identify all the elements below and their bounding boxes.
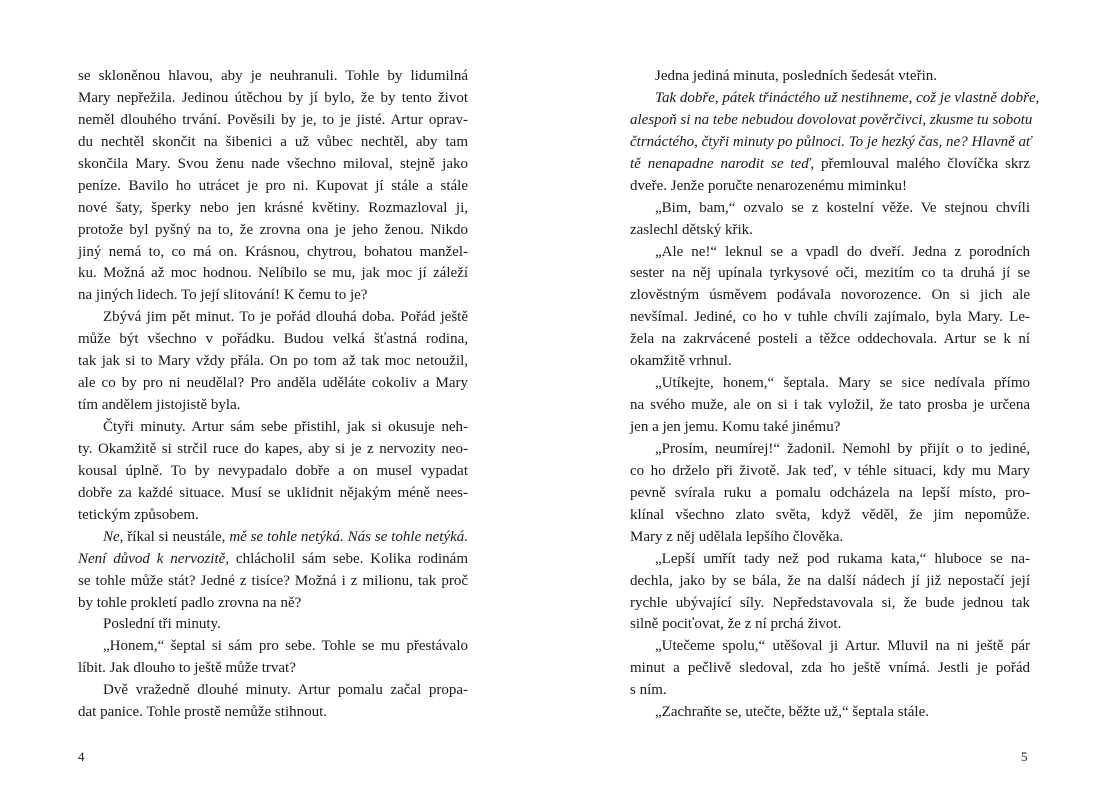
body-text: dveře. Jenže poručte nenarozenému miminku! xyxy=(630,177,907,194)
body-text: neměl dlouhého trvání. Pověsili by je, to je jisté. Artur oprav- xyxy=(78,111,468,128)
text-line xyxy=(78,66,468,88)
text-line xyxy=(78,680,468,702)
text-line xyxy=(78,417,468,439)
paragraph xyxy=(78,614,468,636)
text-line xyxy=(630,220,1030,242)
body-text: dat panice. Tohle prostě nemůže stihnout. xyxy=(78,704,328,721)
text-line xyxy=(78,373,468,395)
text-line xyxy=(630,571,1030,593)
body-text: přemlouval malého človíčka skrz xyxy=(814,155,1030,172)
text-line xyxy=(630,614,1030,636)
paragraph xyxy=(630,439,1030,549)
text-line xyxy=(630,593,1030,615)
body-text: „Lepší umřít tady než pod rukama kata,“ hluboce se na- xyxy=(655,550,1030,567)
body-text: „Utíkejte, honem,“ šeptala. Mary se sice nedívala přímo xyxy=(655,375,1030,392)
text-line xyxy=(78,658,468,680)
text-line xyxy=(78,636,468,658)
page-number-right: 5 xyxy=(1021,749,1028,764)
body-text: co ho drželo při životě. Jak teď, v téhle situaci, kdy mu Mary xyxy=(630,462,1030,479)
italic-text: alespoň si na tebe nebudou dovolovat pověrčivci, zkusme tu sobotu xyxy=(630,111,1033,128)
paragraph xyxy=(630,636,1030,702)
body-text: kousal úplně. To by nevypadalo dobře a on musel vypadat xyxy=(78,462,468,479)
text-line xyxy=(78,593,468,615)
body-text: rychle ubývající síly. Nepředstavovala si, že bude jednou tak xyxy=(630,594,1030,611)
paragraph xyxy=(630,66,1030,88)
body-text: klínal všechno zlato světa, když věděl, že jim nepomůže. xyxy=(630,506,1030,523)
paragraph xyxy=(78,307,468,417)
text-line xyxy=(78,263,468,285)
text-line xyxy=(630,527,1030,549)
text-line xyxy=(78,395,468,417)
text-line xyxy=(630,373,1030,395)
body-text: tetickým způsobem. xyxy=(78,506,199,523)
body-text: líbit. Jak dlouho to ještě může trvat? xyxy=(78,660,296,677)
text-line xyxy=(630,329,1030,351)
body-text: jiný nemá to, co má on. Krásnou, chytrou, bohatou manžel- xyxy=(78,243,468,260)
body-text: žela na zakrvácené posteli a těžce oddechovala. Artur se k ní xyxy=(630,331,1030,348)
body-text: dobře za každé situace. Musí se uklidnit nějakým méně nees- xyxy=(78,484,468,501)
body-text: Mary nepřežila. Jedinou útěchou by jí bylo, že by tento život xyxy=(78,89,468,106)
body-text: Jedna jediná minuta, posledních šedesát vteřin. xyxy=(655,68,938,84)
text-line xyxy=(78,329,468,351)
text-line xyxy=(78,176,468,198)
body-text: ale co by pro ni neudělal? Pro anděla uděláte cokoliv a Mary xyxy=(78,375,468,392)
text-line xyxy=(630,395,1030,417)
paragraph xyxy=(78,417,468,527)
body-text: jen a jen jemu. Komu také jinému? xyxy=(630,419,841,435)
body-text: by tohle prokletí padlo zrovna na ně? xyxy=(78,594,302,611)
text-line xyxy=(78,483,468,505)
body-text: Čtyři minuty. Artur sám sebe přistihl, jak si okusuje neh- xyxy=(103,419,468,435)
text-line xyxy=(78,154,468,176)
text-line xyxy=(630,110,1033,132)
text-line xyxy=(78,571,468,593)
body-text: na jiných lidech. To její slitování! K čemu to je? xyxy=(78,287,368,304)
text-line xyxy=(630,285,1030,307)
text-line xyxy=(630,483,1030,505)
text-line xyxy=(630,88,1040,110)
text-line xyxy=(630,439,1030,461)
body-text: „Utečeme spolu,“ utěšoval ji Artur. Mluvil na ni ještě pár xyxy=(655,638,1030,655)
paragraph xyxy=(630,198,1030,242)
text-line xyxy=(78,88,468,110)
text-line xyxy=(78,549,468,571)
text-line xyxy=(78,505,468,527)
text-line xyxy=(630,680,1030,702)
text-line xyxy=(630,702,1030,724)
body-text: „Honem,“ šeptal si sám pro sebe. Tohle se mu přestávalo xyxy=(103,638,468,655)
paragraph xyxy=(630,373,1030,439)
body-text: nevšímal. Jediné, co ho v tuhle chvíli zajímalo, byla Mary. Le- xyxy=(630,309,1030,326)
body-text: skončila Mary. Svou ženu nade všechno miloval, stejně jako xyxy=(78,155,468,172)
body-text: nové šaty, šperky nebo jen krásné květiny. Rozmazloval ji, xyxy=(78,199,468,216)
body-text: zaslechl dětský křik. xyxy=(630,221,753,238)
text-line xyxy=(630,461,1030,483)
paragraph xyxy=(78,527,468,615)
paragraph xyxy=(630,549,1030,637)
body-text: zlověstným úsměvem podávala novorozence. On si jich ale xyxy=(630,287,1030,304)
paragraph xyxy=(630,242,1030,374)
body-text: Poslední tři minuty. xyxy=(103,616,221,633)
body-text: silně pociťovat, že z ní prchá život. xyxy=(630,616,842,633)
body-text: okamžitě vrhnul. xyxy=(630,353,732,370)
text-line xyxy=(78,461,468,483)
text-line xyxy=(630,66,1030,88)
text-line xyxy=(78,132,468,154)
text-line xyxy=(630,658,1030,680)
text-line xyxy=(78,110,468,132)
body-text: „Bim, bam,“ ozvalo se z kostelní věže. Ve stejnou chvíli xyxy=(655,199,1030,216)
text-line xyxy=(630,549,1030,571)
paragraph xyxy=(78,680,468,724)
body-text: „Prosím, neumírej!“ žadonil. Nemohl by přijít o to jediné, xyxy=(655,440,1030,457)
right-page-text xyxy=(630,66,1040,724)
body-text: s ním. xyxy=(630,682,667,699)
body-text: ty. Okamžitě si strčil ruce do kapes, aby si je z nervozity neo- xyxy=(78,440,468,457)
text-line xyxy=(78,614,468,636)
body-text: tak jak si to Mary vždy přála. On po tom až tak moc netoužil, xyxy=(78,353,468,370)
paragraph xyxy=(630,88,1040,198)
text-line xyxy=(630,307,1030,329)
body-text: chlácholil sám sebe. Kolika rodinám xyxy=(229,550,468,567)
body-text: protože byl pyšný na to, že zrovna ona je jeho ženou. Nikdo xyxy=(78,221,468,238)
text-line xyxy=(78,220,468,242)
body-text: minut a pečlivě sledoval, zda ho ještě vnímá. Jestli je pořád xyxy=(630,660,1030,677)
body-text: Mary z něj udělala lepšího člověka. xyxy=(630,528,844,545)
body-text: se skloněnou hlavou, aby je neuhranuli. Tohle by lidumilná xyxy=(78,68,468,84)
text-line xyxy=(630,505,1030,527)
text-line xyxy=(78,242,468,264)
body-text: sester na něj upínala tyrkysové oči, mezitím co ta druhá jí se xyxy=(630,265,1030,282)
text-line xyxy=(630,154,1030,176)
body-text: „Ale ne!“ leknul se a vpadl do dveří. Jedna z porodních xyxy=(655,243,1030,260)
text-line xyxy=(630,198,1030,220)
italic-text: Tak dobře, pátek třináctého už nestihneme, což je vlastně dobře, xyxy=(655,89,1040,106)
body-text: může být všechno v pořádku. Budou velká šťastná rodina, xyxy=(78,331,468,348)
text-line xyxy=(78,439,468,461)
text-line xyxy=(78,702,468,724)
body-text: pevně svírala ruku a pomalu odcházela na lepší místo, pro- xyxy=(630,484,1030,501)
text-line xyxy=(78,285,468,307)
text-line xyxy=(630,636,1030,658)
italic-text: Ne, xyxy=(103,528,124,545)
body-text: du nechtěl skončit na šibenici a už vůbec nechtěl, aby tam xyxy=(78,133,468,150)
italic-text: Není důvod k nervozitě, xyxy=(78,550,230,567)
italic-text: tě nenapadne narodit se teď, xyxy=(630,155,815,172)
text-line xyxy=(78,307,468,329)
body-text: ku. Možná až moc hodnou. Nelíbilo se mu, jak moc jí záleží xyxy=(78,265,468,282)
paragraph xyxy=(78,66,468,307)
body-text: dechla, jako by se bála, že na další nádech jí již nepostačí její xyxy=(630,572,1030,589)
text-line xyxy=(630,132,1030,154)
text-line xyxy=(630,176,1030,198)
text-line xyxy=(630,242,1030,264)
text-line xyxy=(630,417,1030,439)
body-text: peníze. Bavilo ho utrácet je pro ni. Kupovat jí stále a stále xyxy=(78,177,468,194)
italic-text: mě se tohle netýká. Nás se tohle netýká. xyxy=(229,528,469,545)
paragraph xyxy=(78,636,468,680)
body-text: říkal si neustále, xyxy=(123,528,230,545)
text-line xyxy=(78,527,468,549)
body-text: „Zachraňte se, utečte, běžte už,“ šeptala stále. xyxy=(655,704,930,721)
text-line xyxy=(78,198,468,220)
paragraph xyxy=(630,702,1030,724)
text-line xyxy=(630,351,1030,373)
body-text: tím andělem jistojistě byla. xyxy=(78,397,241,414)
body-text: se tohle může stát? Jedné z tisíce? Možná i z milionu, tak proč xyxy=(78,572,468,589)
body-text: Dvě vražedně dlouhé minuty. Artur pomalu začal propa- xyxy=(103,682,468,699)
page-number-left: 4 xyxy=(78,749,85,764)
italic-text: čtrnáctého, čtyři minuty po půlnoci. To je hezký čas, ne? Hlavně ať xyxy=(630,133,1032,150)
text-line xyxy=(630,263,1030,285)
text-line xyxy=(78,351,468,373)
body-text: na svého muže, ale on si i tak vyložil, že tato prosba je určena xyxy=(630,397,1030,414)
body-text: Zbývá jim pět minut. To je pořád dlouhá doba. Pořád ještě xyxy=(103,309,468,326)
left-page-text xyxy=(78,66,468,724)
